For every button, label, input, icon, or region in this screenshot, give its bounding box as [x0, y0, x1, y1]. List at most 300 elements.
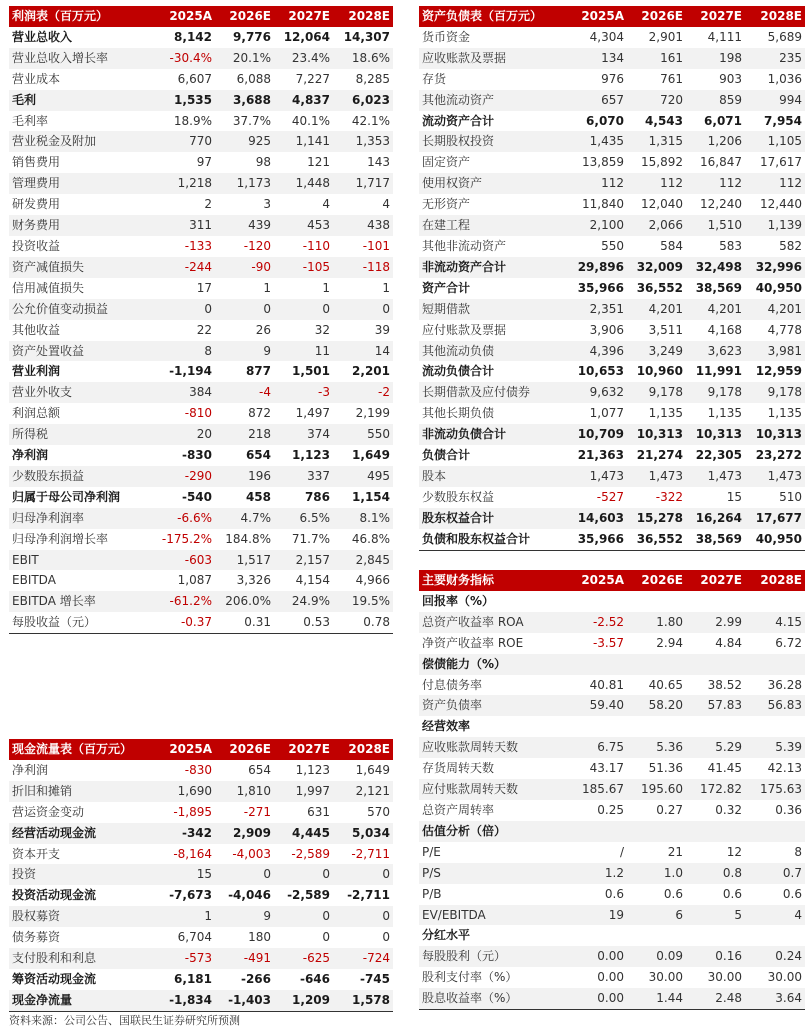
value-cell: 39 [374, 322, 390, 337]
value-cell: 453 [274, 215, 333, 236]
table-row [9, 570, 393, 591]
value-cell: 36,552 [636, 280, 683, 295]
row-label: EBITDA [12, 573, 56, 588]
value-cell: 10,313 [745, 424, 805, 445]
value-cell: 2,157 [274, 550, 333, 571]
value-cell: 6,181 [174, 971, 212, 986]
value-cell: 21,274 [636, 448, 683, 463]
value-cell: 112 [567, 173, 627, 194]
row-label: 资产减值损失 [9, 257, 155, 278]
value-cell: 4,396 [567, 341, 627, 362]
value-cell: 1,077 [589, 406, 624, 421]
value-cell: -7,673 [169, 888, 212, 903]
value-cell: 14 [333, 341, 393, 362]
value-cell: -2,711 [351, 846, 390, 861]
row-label: 投资 [9, 864, 155, 885]
row-label: 长期借款及应付债券 [419, 382, 567, 403]
table-row [9, 864, 393, 885]
value-cell: 1 [322, 280, 330, 295]
row-label: 短期借款 [419, 299, 567, 320]
value-cell: 0.24 [745, 946, 805, 967]
value-cell: 56.83 [745, 695, 805, 716]
value-cell: 2,199 [355, 406, 390, 421]
value-cell: 720 [627, 90, 686, 111]
table-row [419, 215, 805, 236]
value-cell: 15 [726, 489, 742, 504]
column-header: 2028E [745, 570, 805, 591]
value-cell: 1,036 [767, 71, 802, 86]
value-cell: -3.57 [592, 635, 624, 650]
value-cell: 1,123 [292, 448, 330, 463]
column-header: 2025A [155, 739, 215, 760]
table-row [419, 382, 805, 403]
value-cell: 71.7% [291, 531, 330, 546]
row-label: 资产负债率 [419, 695, 567, 716]
value-cell: 20.1% [215, 48, 274, 69]
value-cell: 13,859 [582, 155, 624, 170]
value-cell: 218 [215, 424, 274, 445]
value-cell [686, 591, 745, 612]
row-label: 应付账款周转天数 [419, 779, 567, 800]
value-cell: 4,778 [767, 322, 802, 337]
value-cell: 22,305 [695, 448, 742, 463]
value-cell: 5 [686, 905, 745, 926]
value-cell: 14,603 [567, 508, 627, 529]
value-cell: 21,363 [577, 448, 624, 463]
value-cell: 0 [322, 930, 330, 945]
row-label: P/S [419, 863, 567, 884]
value-cell: 1,501 [292, 364, 330, 379]
value-cell: 19 [567, 905, 627, 926]
column-header: 2028E [745, 6, 805, 27]
value-cell: 1,154 [352, 489, 390, 504]
table-row [419, 27, 805, 48]
value-cell: -271 [243, 804, 271, 819]
value-cell: 15,892 [641, 155, 683, 170]
table-header-row [419, 6, 805, 27]
value-cell: 6 [627, 905, 686, 926]
value-cell: 12,959 [755, 364, 802, 379]
value-cell: 1,173 [215, 173, 274, 194]
value-cell: -724 [333, 948, 393, 969]
row-label: 支付股利和利息 [9, 948, 155, 969]
row-label: 总资产周转率 [422, 802, 495, 817]
value-cell [627, 821, 686, 842]
row-label: 利润总额 [12, 406, 61, 421]
value-cell: 15,278 [627, 508, 686, 529]
value-cell: 1 [263, 280, 271, 295]
row-label: 其他长期负债 [422, 406, 495, 421]
value-cell: 1,517 [215, 550, 274, 571]
row-label: 付息债务率 [422, 677, 483, 692]
key-ratios-table [419, 570, 805, 1010]
value-cell: -745 [359, 971, 390, 986]
row-label: 经营活动现金流 [9, 823, 155, 844]
table-row [419, 633, 805, 654]
value-cell: -0.37 [155, 612, 215, 633]
table-row [9, 990, 393, 1011]
value-cell: 4,543 [645, 113, 683, 128]
value-cell: 4,201 [686, 299, 745, 320]
column-header: 2027E [274, 6, 333, 27]
value-cell: 1,473 [745, 466, 805, 487]
row-label: EBIT [9, 550, 155, 571]
value-cell: 3,511 [648, 322, 683, 337]
value-cell: -290 [155, 466, 215, 487]
table-row [419, 278, 805, 299]
table-row [419, 194, 805, 215]
value-cell: 311 [155, 215, 215, 236]
table-row [419, 675, 805, 696]
value-cell: 7,227 [295, 71, 330, 86]
value-cell: 1,353 [333, 131, 393, 152]
value-cell: 1,649 [355, 762, 390, 777]
value-cell: 38,569 [695, 280, 742, 295]
table-row [9, 278, 393, 299]
value-cell: 1,105 [745, 131, 805, 152]
table-row [419, 905, 805, 926]
value-cell: 26 [255, 322, 271, 337]
value-cell: -4,046 [228, 888, 271, 903]
value-cell: -120 [243, 238, 271, 253]
table-row [9, 27, 393, 48]
value-cell: -646 [299, 971, 330, 986]
table-row [419, 90, 805, 111]
value-cell: 976 [601, 71, 624, 86]
row-label: 股本 [419, 466, 567, 487]
value-cell: 3,906 [589, 322, 624, 337]
value-cell: 143 [367, 155, 390, 170]
value-cell: 4,445 [274, 823, 333, 844]
value-cell: 17,617 [760, 155, 802, 170]
value-cell: 0.27 [656, 802, 683, 817]
value-cell [627, 591, 686, 612]
value-cell: 1.0 [627, 863, 686, 884]
value-cell: 42.13 [767, 761, 802, 776]
value-cell: 2,901 [648, 29, 683, 44]
value-cell [567, 716, 627, 737]
value-cell: 3,249 [627, 341, 686, 362]
value-cell: 1,690 [155, 781, 215, 802]
table-row [9, 550, 393, 571]
value-cell [745, 925, 805, 946]
value-cell: 23,272 [755, 448, 802, 463]
value-cell: 4,201 [627, 299, 686, 320]
table-row [419, 529, 805, 550]
table-row [9, 612, 393, 633]
value-cell: -30.4% [155, 48, 215, 69]
row-label: 投资收益 [12, 238, 61, 253]
section-label: 经营效率 [422, 719, 471, 734]
value-cell: 3,981 [745, 341, 805, 362]
value-cell: 1,135 [707, 406, 742, 421]
value-cell: 584 [660, 238, 683, 253]
row-label: 非流动资产合计 [419, 257, 567, 278]
table-row [419, 758, 805, 779]
value-cell: 859 [686, 90, 745, 111]
value-cell: 23.4% [274, 48, 333, 69]
value-cell: 30.00 [767, 970, 802, 985]
value-cell: 1,578 [333, 990, 393, 1011]
column-header: 2026E [215, 6, 274, 27]
value-cell: 198 [686, 48, 745, 69]
table-row [9, 90, 393, 111]
value-cell: 206.0% [215, 591, 274, 612]
value-cell: 582 [779, 238, 802, 253]
value-cell: -90 [215, 257, 274, 278]
section-row [419, 821, 805, 842]
row-label: 财务费用 [9, 215, 155, 236]
value-cell: 8,285 [355, 71, 390, 86]
table-row [9, 341, 393, 362]
table-row [419, 466, 805, 487]
table-row [9, 969, 393, 990]
value-cell: 2.99 [686, 612, 745, 633]
value-cell: 8 [794, 844, 802, 859]
value-cell: 9,178 [686, 382, 745, 403]
value-cell: 3,623 [686, 341, 745, 362]
value-cell [686, 925, 745, 946]
value-cell: 3 [263, 197, 271, 212]
row-label: 其他流动资产 [419, 90, 567, 111]
value-cell: 5.39 [745, 737, 805, 758]
table-row [419, 612, 805, 633]
value-cell: 654 [248, 762, 271, 777]
table-row [9, 885, 393, 906]
value-cell [686, 654, 745, 675]
value-cell [745, 654, 805, 675]
table-title: 资产负债表（百万元） [419, 6, 567, 27]
value-cell [567, 591, 627, 612]
value-cell: 1,218 [155, 173, 215, 194]
value-cell: -1,403 [215, 990, 274, 1011]
row-label: 所得税 [9, 424, 155, 445]
column-header: 2025A [155, 6, 215, 27]
value-cell: 1,135 [767, 406, 802, 421]
value-cell: 2,845 [333, 550, 393, 571]
value-cell: 2.48 [686, 988, 745, 1009]
value-cell: 11 [274, 341, 333, 362]
row-label: 少数股东权益 [422, 489, 495, 504]
value-cell: -1,194 [169, 364, 212, 379]
value-cell: 19.5% [333, 591, 393, 612]
row-label: 营运资金变动 [12, 804, 85, 819]
section-label: 分红水平 [422, 928, 471, 943]
value-cell: 40,950 [755, 280, 802, 295]
value-cell: 12 [726, 844, 742, 859]
value-cell: 32,009 [627, 257, 686, 278]
table-row [419, 967, 805, 988]
value-cell: 0 [215, 299, 274, 320]
value-cell: 40.1% [291, 113, 330, 128]
value-cell: 43.17 [589, 761, 624, 776]
row-label: 营业利润 [12, 364, 61, 379]
value-cell: 38.52 [707, 677, 742, 692]
table-row [9, 591, 393, 612]
value-cell: 583 [719, 238, 742, 253]
row-label: 净利润 [12, 762, 49, 777]
balance-sheet-table [419, 6, 805, 551]
value-cell: 4,837 [274, 90, 333, 111]
value-cell: 40.81 [589, 677, 624, 692]
row-label: 使用权资产 [419, 173, 567, 194]
value-cell: 16,847 [700, 155, 742, 170]
value-cell: -2,711 [347, 888, 390, 903]
table-row [9, 487, 393, 508]
value-cell: 1,209 [274, 990, 333, 1011]
table-row [419, 779, 805, 800]
value-cell: 439 [215, 215, 274, 236]
value-cell [745, 821, 805, 842]
table-row [419, 988, 805, 1009]
table-row [9, 236, 393, 257]
table-row [9, 781, 393, 802]
row-label: 净利润 [12, 448, 49, 463]
value-cell: 786 [304, 489, 330, 504]
value-cell: 0.53 [274, 612, 333, 633]
table-row [9, 948, 393, 969]
value-cell: 8,142 [174, 29, 212, 44]
income-statement-table [9, 6, 393, 634]
value-cell: 458 [245, 489, 271, 504]
value-cell: 1,141 [274, 131, 333, 152]
value-cell: 877 [245, 364, 271, 379]
value-cell [686, 716, 745, 737]
value-cell: 24.9% [274, 591, 333, 612]
section-label: 偿债能力（%） [419, 654, 567, 675]
row-label: 投资活动现金流 [12, 888, 97, 903]
value-cell: -8,164 [173, 846, 212, 861]
value-cell: 3,688 [215, 90, 274, 111]
value-cell: 11,840 [582, 197, 624, 212]
table-row [419, 257, 805, 278]
table-row [419, 361, 805, 382]
column-header: 2028E [333, 739, 393, 760]
value-cell: 97 [196, 155, 212, 170]
value-cell: -2 [333, 382, 393, 403]
value-cell: 550 [601, 238, 624, 253]
value-cell: 32,498 [686, 257, 745, 278]
value-cell: 32,996 [745, 257, 805, 278]
table-row [9, 152, 393, 173]
table-row [9, 320, 393, 341]
value-cell: 9,776 [233, 29, 271, 44]
value-cell: 0 [155, 299, 215, 320]
value-cell: 0 [333, 299, 393, 320]
value-cell: -322 [655, 489, 683, 504]
value-cell: 112 [745, 173, 805, 194]
value-cell [567, 821, 627, 842]
value-cell: 1.44 [627, 988, 686, 1009]
value-cell: 384 [155, 382, 215, 403]
row-label: 毛利率 [12, 113, 49, 128]
table-row [9, 361, 393, 382]
value-cell: 4,304 [589, 29, 624, 44]
row-label: 每股股利（元） [419, 946, 567, 967]
table-row [419, 487, 805, 508]
value-cell: 654 [245, 448, 271, 463]
value-cell: 510 [779, 489, 802, 504]
table-row [9, 48, 393, 69]
value-cell: / [619, 844, 624, 859]
value-cell: -2,589 [287, 888, 330, 903]
row-label: 其他收益 [12, 322, 61, 337]
value-cell: 9,178 [745, 382, 805, 403]
value-cell: -2,589 [291, 846, 330, 861]
value-cell: 4,168 [707, 322, 742, 337]
table-row [419, 131, 805, 152]
table-row [9, 299, 393, 320]
table-header-row [9, 6, 393, 27]
value-cell: 1,435 [567, 131, 627, 152]
value-cell: 6,607 [177, 71, 212, 86]
value-cell [567, 925, 627, 946]
value-cell: 10,960 [636, 364, 683, 379]
value-cell: 0 [333, 906, 393, 927]
value-cell: 1,473 [627, 466, 686, 487]
value-cell: -830 [181, 448, 212, 463]
value-cell: 2,100 [567, 215, 627, 236]
value-cell: 180 [248, 930, 271, 945]
row-label: 营业成本 [12, 71, 61, 86]
value-cell: 0.7 [745, 863, 805, 884]
table-row [419, 737, 805, 758]
value-cell: 0.00 [567, 946, 627, 967]
row-label: P/B [422, 886, 442, 901]
value-cell: 4 [322, 197, 330, 212]
row-label: 折旧和摊销 [9, 781, 155, 802]
row-label: EV/EBITDA [419, 905, 567, 926]
column-header: 2027E [686, 570, 745, 591]
value-cell: 6,070 [586, 113, 624, 128]
row-label: 在建工程 [419, 215, 567, 236]
value-cell: 57.83 [686, 695, 745, 716]
value-cell: 1,206 [686, 131, 745, 152]
value-cell: 0.78 [333, 612, 393, 633]
value-cell: 0.16 [686, 946, 745, 967]
value-cell: 6,704 [177, 930, 212, 945]
value-cell: 1,810 [215, 781, 274, 802]
value-cell [627, 654, 686, 675]
table-row [419, 445, 805, 466]
row-label: 归母净利润率 [9, 508, 155, 529]
table-title: 现金流量表（百万元） [9, 739, 155, 760]
table-row [419, 173, 805, 194]
column-header: 2026E [215, 739, 274, 760]
value-cell: -830 [184, 762, 212, 777]
value-cell: 1,135 [648, 406, 683, 421]
value-cell: 17,677 [745, 508, 805, 529]
value-cell: 1,087 [177, 573, 212, 588]
value-cell: 41.45 [707, 761, 742, 776]
row-label: 营业外收支 [9, 382, 155, 403]
row-label: 股息收益率（%） [419, 988, 567, 1009]
value-cell: 1,649 [352, 448, 390, 463]
value-cell: -603 [155, 550, 215, 571]
value-cell: 9,178 [627, 382, 686, 403]
section-row [419, 654, 805, 675]
value-cell: 38,569 [686, 529, 745, 550]
column-header: 2026E [627, 6, 686, 27]
value-cell: 4,966 [355, 573, 390, 588]
value-cell: 21 [667, 844, 683, 859]
column-header: 2026E [627, 570, 686, 591]
table-row [9, 508, 393, 529]
value-cell: 4.15 [745, 612, 805, 633]
value-cell: 10,313 [686, 424, 745, 445]
value-cell: 15 [155, 864, 215, 885]
value-cell: 185.67 [567, 779, 627, 800]
